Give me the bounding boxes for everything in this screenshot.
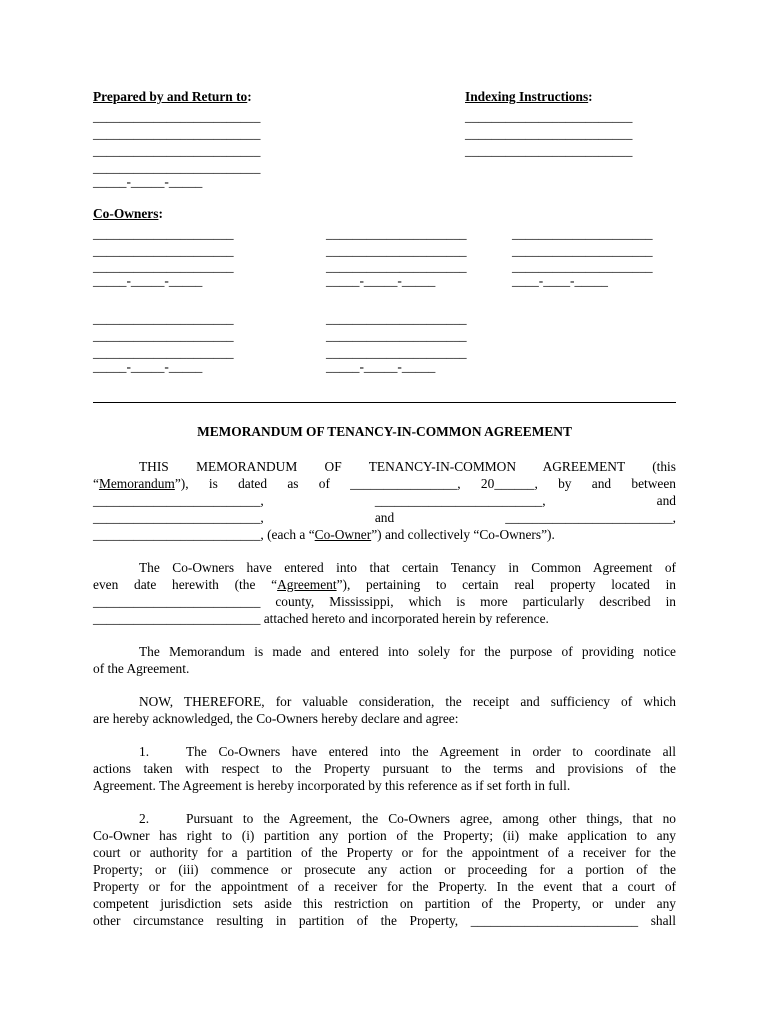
- document-title: MEMORANDUM OF TENANCY-IN-COMMON AGREEMENT: [197, 424, 572, 439]
- coowner-3-line-3: _____________________: [512, 259, 653, 274]
- coowner-1-line-2: _____________________: [93, 243, 234, 258]
- indexing-line-2: _________________________: [465, 126, 633, 141]
- coowner-3-phone: ____-____-_____: [512, 273, 608, 288]
- coowner-4-line-1: _____________________: [93, 311, 234, 326]
- indexing-line-3: _________________________: [465, 143, 633, 158]
- coowner-4-line-2: _____________________: [93, 328, 234, 343]
- coowner-5-phone: _____-_____-_____: [326, 359, 436, 374]
- coowner-4-phone: _____-_____-_____: [93, 359, 203, 374]
- prepared-by-line-4: _________________________: [93, 160, 261, 175]
- coowner-1-line-1: _____________________: [93, 226, 234, 241]
- coowner-1-line-3: _____________________: [93, 259, 234, 274]
- clause-1-number: 1.: [139, 744, 150, 759]
- prepared-by-heading: Prepared by and Return to:: [93, 89, 252, 104]
- section-divider: [93, 402, 676, 403]
- coowners-heading: Co-Owners:: [93, 206, 163, 221]
- coowner-3-line-2: _____________________: [512, 243, 653, 258]
- indexing-heading: Indexing Instructions:: [465, 89, 593, 104]
- prepared-by-line-2: _________________________: [93, 126, 261, 141]
- prepared-by-line-1: _________________________: [93, 109, 261, 124]
- agreement-defined-term: Agreement: [277, 577, 337, 592]
- clause-2: 2. Pursuant to the Agreement, the Co-Owners agree, among other things, that no Co-Owner has right to (i) partition any portion of the Property; (ii) make application to any court or authority for a partition of the Property or for the appointment of a receiver for the Property; or (iii) commence or prosecute any action or proceeding for a portion of the Property or for the appointment of a receiver for the Property. In the event that a court of competent jurisdiction sets aside this restriction on partition of the Property, or under any other circumstance resulting in partition of the Property, _________________________ shall: [93, 811, 676, 928]
- coowner-5-line-3: _____________________: [326, 345, 467, 360]
- coowner-2-line-2: _____________________: [326, 243, 467, 258]
- clause-2-number: 2.: [139, 811, 150, 826]
- coowner-2-line-3: _____________________: [326, 259, 467, 274]
- coowner-5-line-2: _____________________: [326, 328, 467, 343]
- coowner-3-line-1: _____________________: [512, 226, 653, 241]
- memorandum-defined-term: Memorandum: [98, 476, 175, 491]
- coowner-2-line-1: _____________________: [326, 226, 467, 241]
- coowner-1-phone: _____-_____-_____: [93, 273, 203, 288]
- agreement-paragraph: The Co-Owners have entered into that certain Tenancy in Common Agreement of even date herewith (the “Agreement”), pertaining to certain real property located in _________________________ county, Mississippi, which is more particularly described in _________________________ attached hereto and incorporated herein by reference.: [93, 560, 676, 626]
- coowner-defined-term: Co-Owner: [314, 527, 372, 542]
- consideration-paragraph: NOW, THEREFORE, for valuable consideration, the receipt and sufficiency of which are hereby acknowledged, the Co-Owners hereby declare and agree:: [93, 694, 676, 726]
- coowner-4-line-3: _____________________: [93, 345, 234, 360]
- purpose-paragraph: The Memorandum is made and entered into solely for the purpose of providing notice of the Agreement.: [93, 644, 676, 676]
- intro-paragraph: THIS MEMORANDUM OF TENANCY-IN-COMMON AGREEMENT (this “Memorandum”), is dated as of ________________, 20______, by and between _________________________, _________________________, and _________________________, and _________________________, _________________________, (each a “Co-Owner”) and collectively “Co-Owners”).: [93, 459, 676, 542]
- coowner-5-line-1: _____________________: [326, 311, 467, 326]
- coowner-2-phone: _____-_____-_____: [326, 273, 436, 288]
- prepared-by-phone: _____-_____-_____: [93, 174, 203, 189]
- clause-1: 1. The Co-Owners have entered into the Agreement in order to coordinate all actions taken with respect to the Property pursuant to the terms and provisions of the Agreement. The Agreement is hereby incorporated by this reference as if set forth in full.: [93, 744, 676, 793]
- prepared-by-line-3: _________________________: [93, 143, 261, 158]
- indexing-line-1: _________________________: [465, 109, 633, 124]
